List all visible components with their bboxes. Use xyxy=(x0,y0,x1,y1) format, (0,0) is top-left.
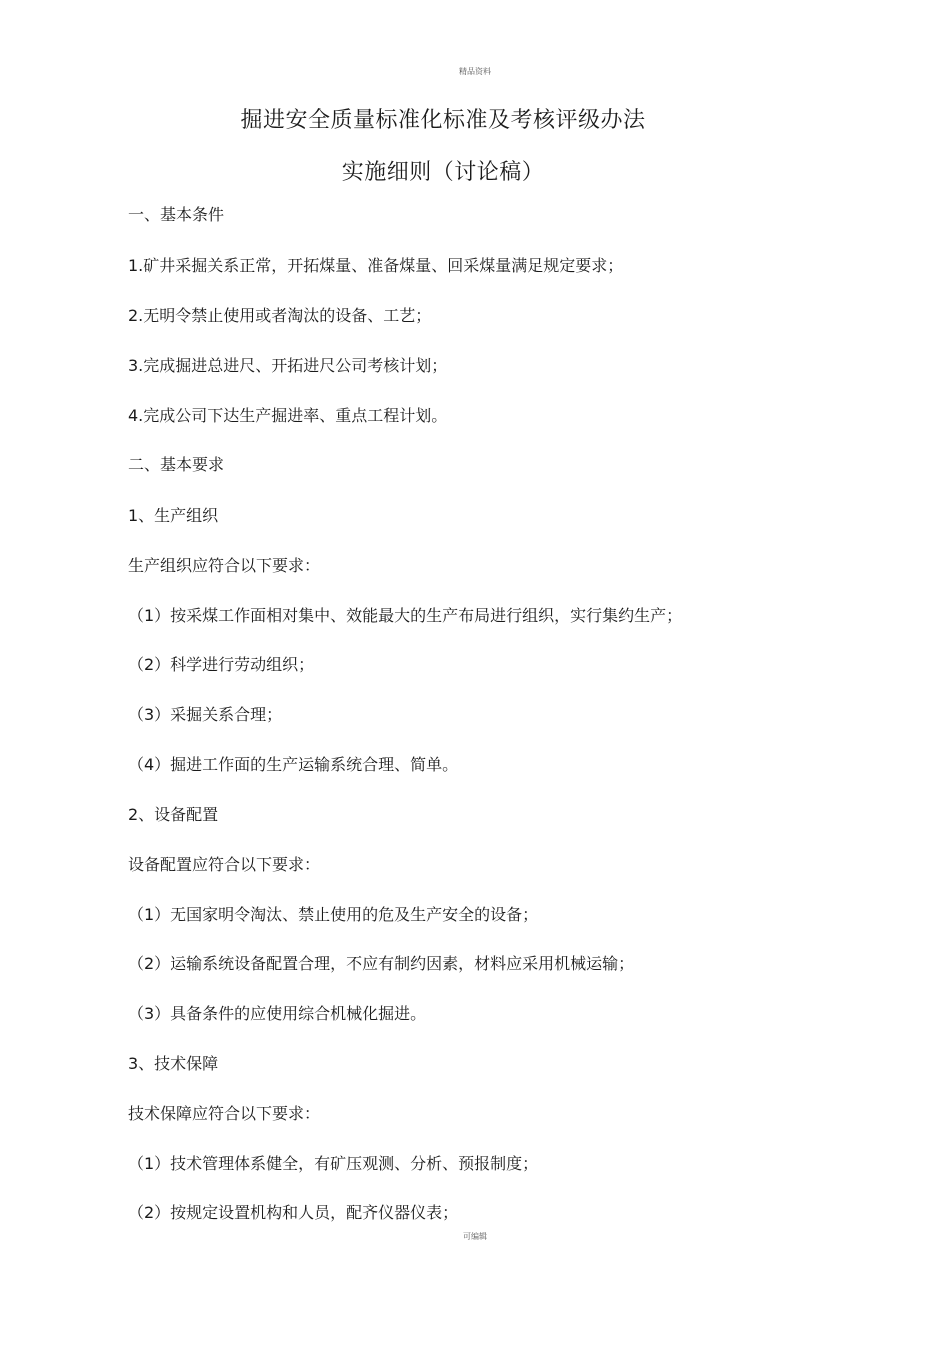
subsection-heading: 1、生产组织 xyxy=(128,506,219,525)
paragraph: 设备配置应符合以下要求： xyxy=(128,855,321,874)
document-title: 掘进安全质量标准化标准及考核评级办法 xyxy=(240,108,646,133)
section-heading: 一、基本条件 xyxy=(128,205,225,224)
list-item: （2）运输系统设备配置合理，不应有制约因素，材料应采用机械运输； xyxy=(128,954,635,973)
list-item: （1）按采煤工作面相对集中、效能最大的生产布局进行组织，实行集约生产； xyxy=(128,606,683,625)
list-item: （1）无国家明令淘汰、禁止使用的危及生产安全的设备； xyxy=(128,905,539,924)
list-item: （3）具备条件的应使用综合机械化掘进。 xyxy=(128,1004,427,1023)
list-item: （2）科学进行劳动组织； xyxy=(128,655,315,674)
paragraph: 2.无明令禁止使用或者淘汰的设备、工艺； xyxy=(128,306,432,325)
paragraph: 生产组织应符合以下要求： xyxy=(128,556,321,575)
paragraph: 3.完成掘进总进尺、开拓进尺公司考核计划； xyxy=(128,356,448,375)
footer-note: 可编辑 xyxy=(463,1232,487,1241)
subsection-heading: 3、技术保障 xyxy=(128,1054,219,1073)
list-item: （2）按规定设置机构和人员，配齐仪器仪表； xyxy=(128,1203,459,1222)
subsection-heading: 2、设备配置 xyxy=(128,805,219,824)
list-item: （4）掘进工作面的生产运输系统合理、简单。 xyxy=(128,755,459,774)
header-note: 精品资料 xyxy=(459,67,491,76)
section-heading: 二、基本要求 xyxy=(128,455,225,474)
document-subtitle: 实施细则（讨论稿） xyxy=(341,160,545,185)
paragraph: 4.完成公司下达生产掘进率、重点工程计划。 xyxy=(128,406,448,425)
paragraph: 技术保障应符合以下要求： xyxy=(128,1104,321,1123)
list-item: （3）采掘关系合理； xyxy=(128,705,283,724)
list-item: （1）技术管理体系健全，有矿压观测、分析、预报制度； xyxy=(128,1154,539,1173)
paragraph: 1.矿井采掘关系正常，开拓煤量、准备煤量、回采煤量满足规定要求； xyxy=(128,256,624,275)
